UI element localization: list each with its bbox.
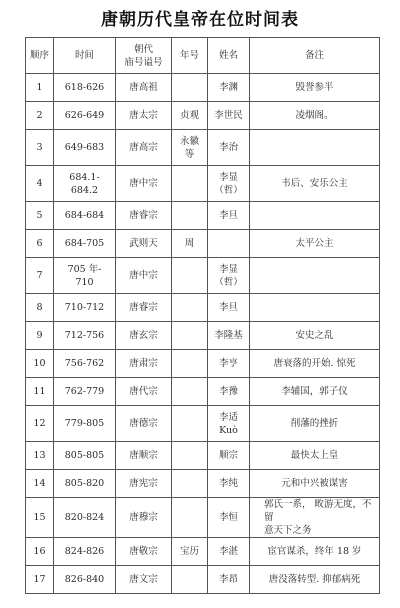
cell-era <box>172 470 208 498</box>
cell-index: 7 <box>26 258 54 294</box>
cell-temple-name: 唐穆宗 <box>116 498 172 538</box>
cell-time: 684-705 <box>54 230 116 258</box>
cell-index: 10 <box>26 350 54 378</box>
cell-index: 11 <box>26 378 54 406</box>
table-row <box>26 102 380 130</box>
cell-index: 4 <box>26 166 54 202</box>
cell-note <box>250 202 380 230</box>
cell-era: 永徽 等 <box>172 130 208 166</box>
cell-time: 705 年- 710 <box>54 258 116 294</box>
cell-note: 元和中兴被谋害 <box>250 470 380 498</box>
cell-time: 824-826 <box>54 538 116 566</box>
table-row <box>26 166 380 202</box>
cell-time: 762-779 <box>54 378 116 406</box>
table-row <box>26 350 380 378</box>
cell-name: 李治 <box>208 130 250 166</box>
cell-index: 3 <box>26 130 54 166</box>
cell-note <box>250 294 380 322</box>
cell-era <box>172 442 208 470</box>
cell-temple-name: 唐敬宗 <box>116 538 172 566</box>
cell-index: 13 <box>26 442 54 470</box>
cell-era <box>172 322 208 350</box>
cell-index: 8 <box>26 294 54 322</box>
cell-era: 贞观 <box>172 102 208 130</box>
header-time: 时间 <box>54 38 116 74</box>
cell-time: 820-824 <box>54 498 116 538</box>
cell-era <box>172 202 208 230</box>
cell-index: 5 <box>26 202 54 230</box>
cell-era <box>172 378 208 406</box>
cell-era <box>172 498 208 538</box>
table-row <box>26 378 380 406</box>
cell-time: 712-756 <box>54 322 116 350</box>
cell-name: 李世民 <box>208 102 250 130</box>
cell-era <box>172 566 208 594</box>
cell-temple-name: 武则天 <box>116 230 172 258</box>
cell-time: 756-762 <box>54 350 116 378</box>
cell-index: 1 <box>26 74 54 102</box>
cell-note: 凌烟阁。 <box>250 102 380 130</box>
header-note: 备注 <box>250 38 380 74</box>
header-name: 姓名 <box>208 38 250 74</box>
cell-name: 李亨 <box>208 350 250 378</box>
cell-name: 李昂 <box>208 566 250 594</box>
cell-temple-name: 唐睿宗 <box>116 294 172 322</box>
cell-time: 626-649 <box>54 102 116 130</box>
cell-note: 唐没落转型. 抑郁病死 <box>250 566 380 594</box>
cell-name: 李纯 <box>208 470 250 498</box>
table-row <box>26 566 380 594</box>
cell-temple-name: 唐代宗 <box>116 378 172 406</box>
cell-index: 17 <box>26 566 54 594</box>
cell-index: 9 <box>26 322 54 350</box>
cell-note <box>250 130 380 166</box>
cell-temple-name: 唐睿宗 <box>116 202 172 230</box>
cell-index: 16 <box>26 538 54 566</box>
table-row <box>26 294 380 322</box>
table-row <box>26 74 380 102</box>
cell-temple-name: 唐太宗 <box>116 102 172 130</box>
cell-name: 李显 （哲） <box>208 258 250 294</box>
cell-note: 李辅国，郭子仪 <box>250 378 380 406</box>
cell-temple-name: 唐中宗 <box>116 166 172 202</box>
cell-name: 李渊 <box>208 74 250 102</box>
table-row <box>26 442 380 470</box>
cell-name: 顺宗 <box>208 442 250 470</box>
cell-name: 李豫 <box>208 378 250 406</box>
emperor-table <box>25 37 380 594</box>
cell-era <box>172 258 208 294</box>
cell-time: 826-840 <box>54 566 116 594</box>
table-row <box>26 322 380 350</box>
cell-era <box>172 406 208 442</box>
cell-temple-name: 唐文宗 <box>116 566 172 594</box>
cell-time: 710-712 <box>54 294 116 322</box>
cell-index: 6 <box>26 230 54 258</box>
cell-name: 李湛 <box>208 538 250 566</box>
cell-name: 李旦 <box>208 202 250 230</box>
cell-temple-name: 唐玄宗 <box>116 322 172 350</box>
cell-name: 李旦 <box>208 294 250 322</box>
header-index: 顺序 <box>26 38 54 74</box>
cell-era: 宝历 <box>172 538 208 566</box>
table-row <box>26 498 380 538</box>
cell-index: 12 <box>26 406 54 442</box>
cell-index: 14 <box>26 470 54 498</box>
cell-name: 李适 Kuò <box>208 406 250 442</box>
table-row <box>26 230 380 258</box>
cell-note: 宦官谋杀，终年 18 岁 <box>250 538 380 566</box>
cell-era <box>172 350 208 378</box>
cell-note: 毁誉参半 <box>250 74 380 102</box>
table-row <box>26 202 380 230</box>
cell-name: 李隆基 <box>208 322 250 350</box>
cell-name <box>208 230 250 258</box>
cell-time: 684-684 <box>54 202 116 230</box>
cell-note: 最快太上皇 <box>250 442 380 470</box>
cell-note: 削藩的挫折 <box>250 406 380 442</box>
header-row <box>26 38 380 74</box>
cell-name: 李恒 <box>208 498 250 538</box>
cell-note: 郭氏一系， 畋游无度，不留 意天下之务 <box>250 498 380 538</box>
table-row <box>26 130 380 166</box>
cell-note <box>250 258 380 294</box>
table-row <box>26 258 380 294</box>
table-body <box>26 74 380 594</box>
cell-index: 15 <box>26 498 54 538</box>
cell-temple-name: 唐顺宗 <box>116 442 172 470</box>
cell-temple-name: 唐高祖 <box>116 74 172 102</box>
cell-note: 太平公主 <box>250 230 380 258</box>
cell-note: 安史之乱 <box>250 322 380 350</box>
cell-temple-name: 唐德宗 <box>116 406 172 442</box>
cell-temple-name: 唐高宗 <box>116 130 172 166</box>
cell-era: 周 <box>172 230 208 258</box>
table-row <box>26 406 380 442</box>
cell-era <box>172 166 208 202</box>
cell-time: 649-683 <box>54 130 116 166</box>
cell-time: 618-626 <box>54 74 116 102</box>
cell-index: 2 <box>26 102 54 130</box>
cell-era <box>172 74 208 102</box>
table-row <box>26 538 380 566</box>
header-era: 年号 <box>172 38 208 74</box>
table-row <box>26 470 380 498</box>
cell-time: 805-820 <box>54 470 116 498</box>
cell-name: 李显 （哲） <box>208 166 250 202</box>
cell-temple-name: 唐宪宗 <box>116 470 172 498</box>
document-title: 唐朝历代皇帝在位时间表 <box>101 10 299 30</box>
cell-note: 唐衰落的开始. 惊死 <box>250 350 380 378</box>
header-temple-name: 朝代 庙号谥号 <box>116 38 172 74</box>
cell-note: 韦后、安乐公主 <box>250 166 380 202</box>
cell-time: 684.1- 684.2 <box>54 166 116 202</box>
cell-era <box>172 294 208 322</box>
cell-time: 779-805 <box>54 406 116 442</box>
cell-time: 805-805 <box>54 442 116 470</box>
cell-temple-name: 唐肃宗 <box>116 350 172 378</box>
cell-temple-name: 唐中宗 <box>116 258 172 294</box>
